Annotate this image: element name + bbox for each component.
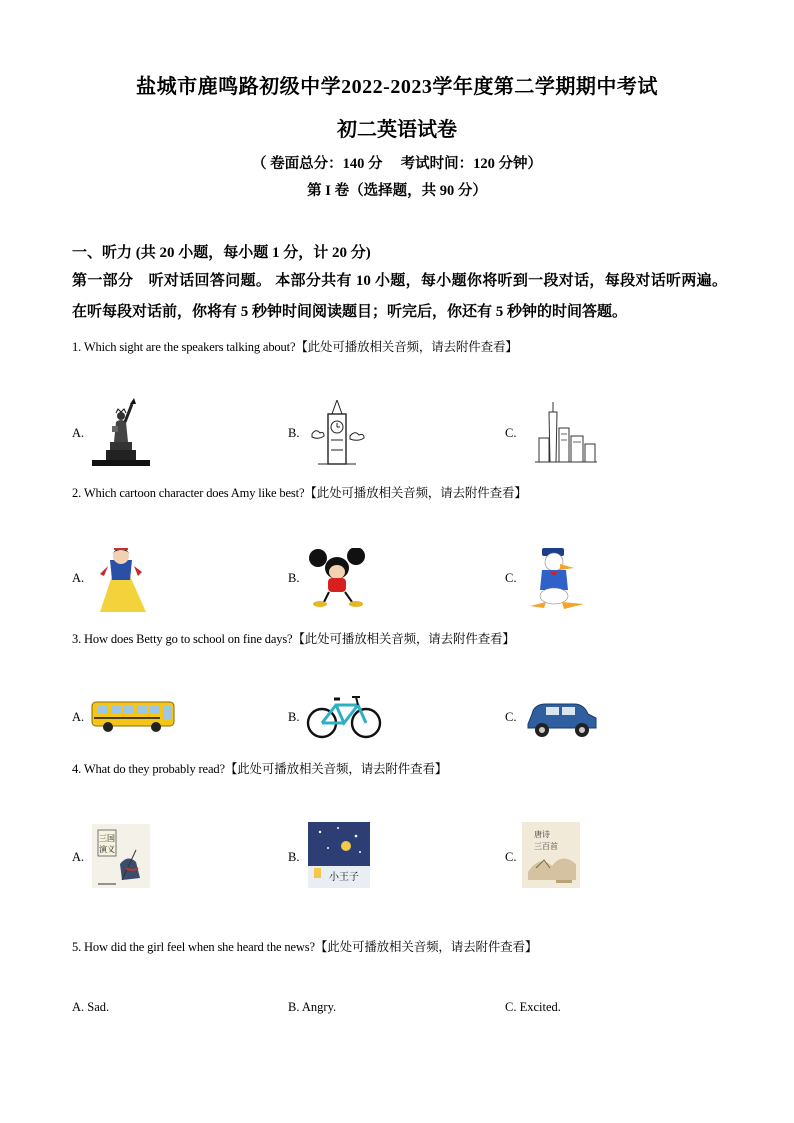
big-ben-icon [308,400,366,466]
book-little-prince-icon [308,822,370,888]
option-label: A. [72,850,85,864]
svg-text:三百首: 三百首 [534,842,558,851]
option-label: C. [505,571,517,585]
option-a-text: A. Sad. [72,1000,110,1014]
bicycle-icon [306,691,382,739]
option-label: C. [505,850,517,864]
svg-text:三国: 三国 [99,834,115,843]
svg-text:唐诗: 唐诗 [534,830,550,839]
snow-white-icon [90,546,152,612]
question-2: 2. Which cartoon character does Amy like best?【此处可播放相关音频，请去附件查看】 [72,486,527,500]
option-label: A. [72,710,85,724]
exam-meta: （ 卷面总分：140 分 考试时间：120 分钟） [252,156,542,172]
option-label: B. [288,710,300,724]
svg-text:小王子: 小王子 [329,872,359,883]
statue-of-liberty-icon [92,398,150,466]
section-instructions: 第一部分 听对话回答问题。 本部分共有 10 小题，每小题你将听到一段对话，每段对话听两遍。在听每段对话前，你将有 5 秒钟时间阅读题目；听完后，你还有 5 秒钟的时间答题。 [72,273,727,320]
mickey-mouse-icon [306,548,370,608]
question-5: 5. How did the girl feel when she heard the news?【此处可播放相关音频，请去附件查看】 [72,940,538,954]
volume-heading: 第 I 卷（选择题，共 90 分） [307,183,487,199]
book-three-kingdoms-icon [92,824,150,888]
option-label: A. [72,571,85,585]
section-heading: 一、听力 (共 20 小题，每小题 1 分，计 20 分) [72,245,371,261]
question-1: 1. Which sight are the speakers talking about?【此处可播放相关音频，请去附件查看】 [72,340,518,354]
option-label: B. [288,426,300,440]
option-c-text: C. Excited. [505,1000,561,1014]
option-label: C. [505,426,517,440]
option-label: B. [288,850,300,864]
option-label: A. [72,426,85,440]
donald-duck-icon [524,546,588,610]
option-label: C. [505,710,517,724]
car-icon [524,698,600,740]
question-3: 3. How does Betty go to school on fine days?【此处可播放相关音频，请去附件查看】 [72,632,515,646]
book-tang-poems-icon [522,822,580,888]
option-b-text: B. Angry. [288,1000,337,1014]
option-label: B. [288,571,300,585]
city-skyline-icon [535,402,597,464]
exam-title: 盐城市鹿鸣路初级中学2022-2023学年度第二学期期中考试 [136,76,658,98]
question-4: 4. What do they probably read?【此处可播放相关音频，请去附件查看】 [72,762,448,776]
exam-subtitle: 初二英语试卷 [337,119,457,141]
school-bus-icon [90,698,176,734]
svg-text:演义: 演义 [99,845,115,854]
